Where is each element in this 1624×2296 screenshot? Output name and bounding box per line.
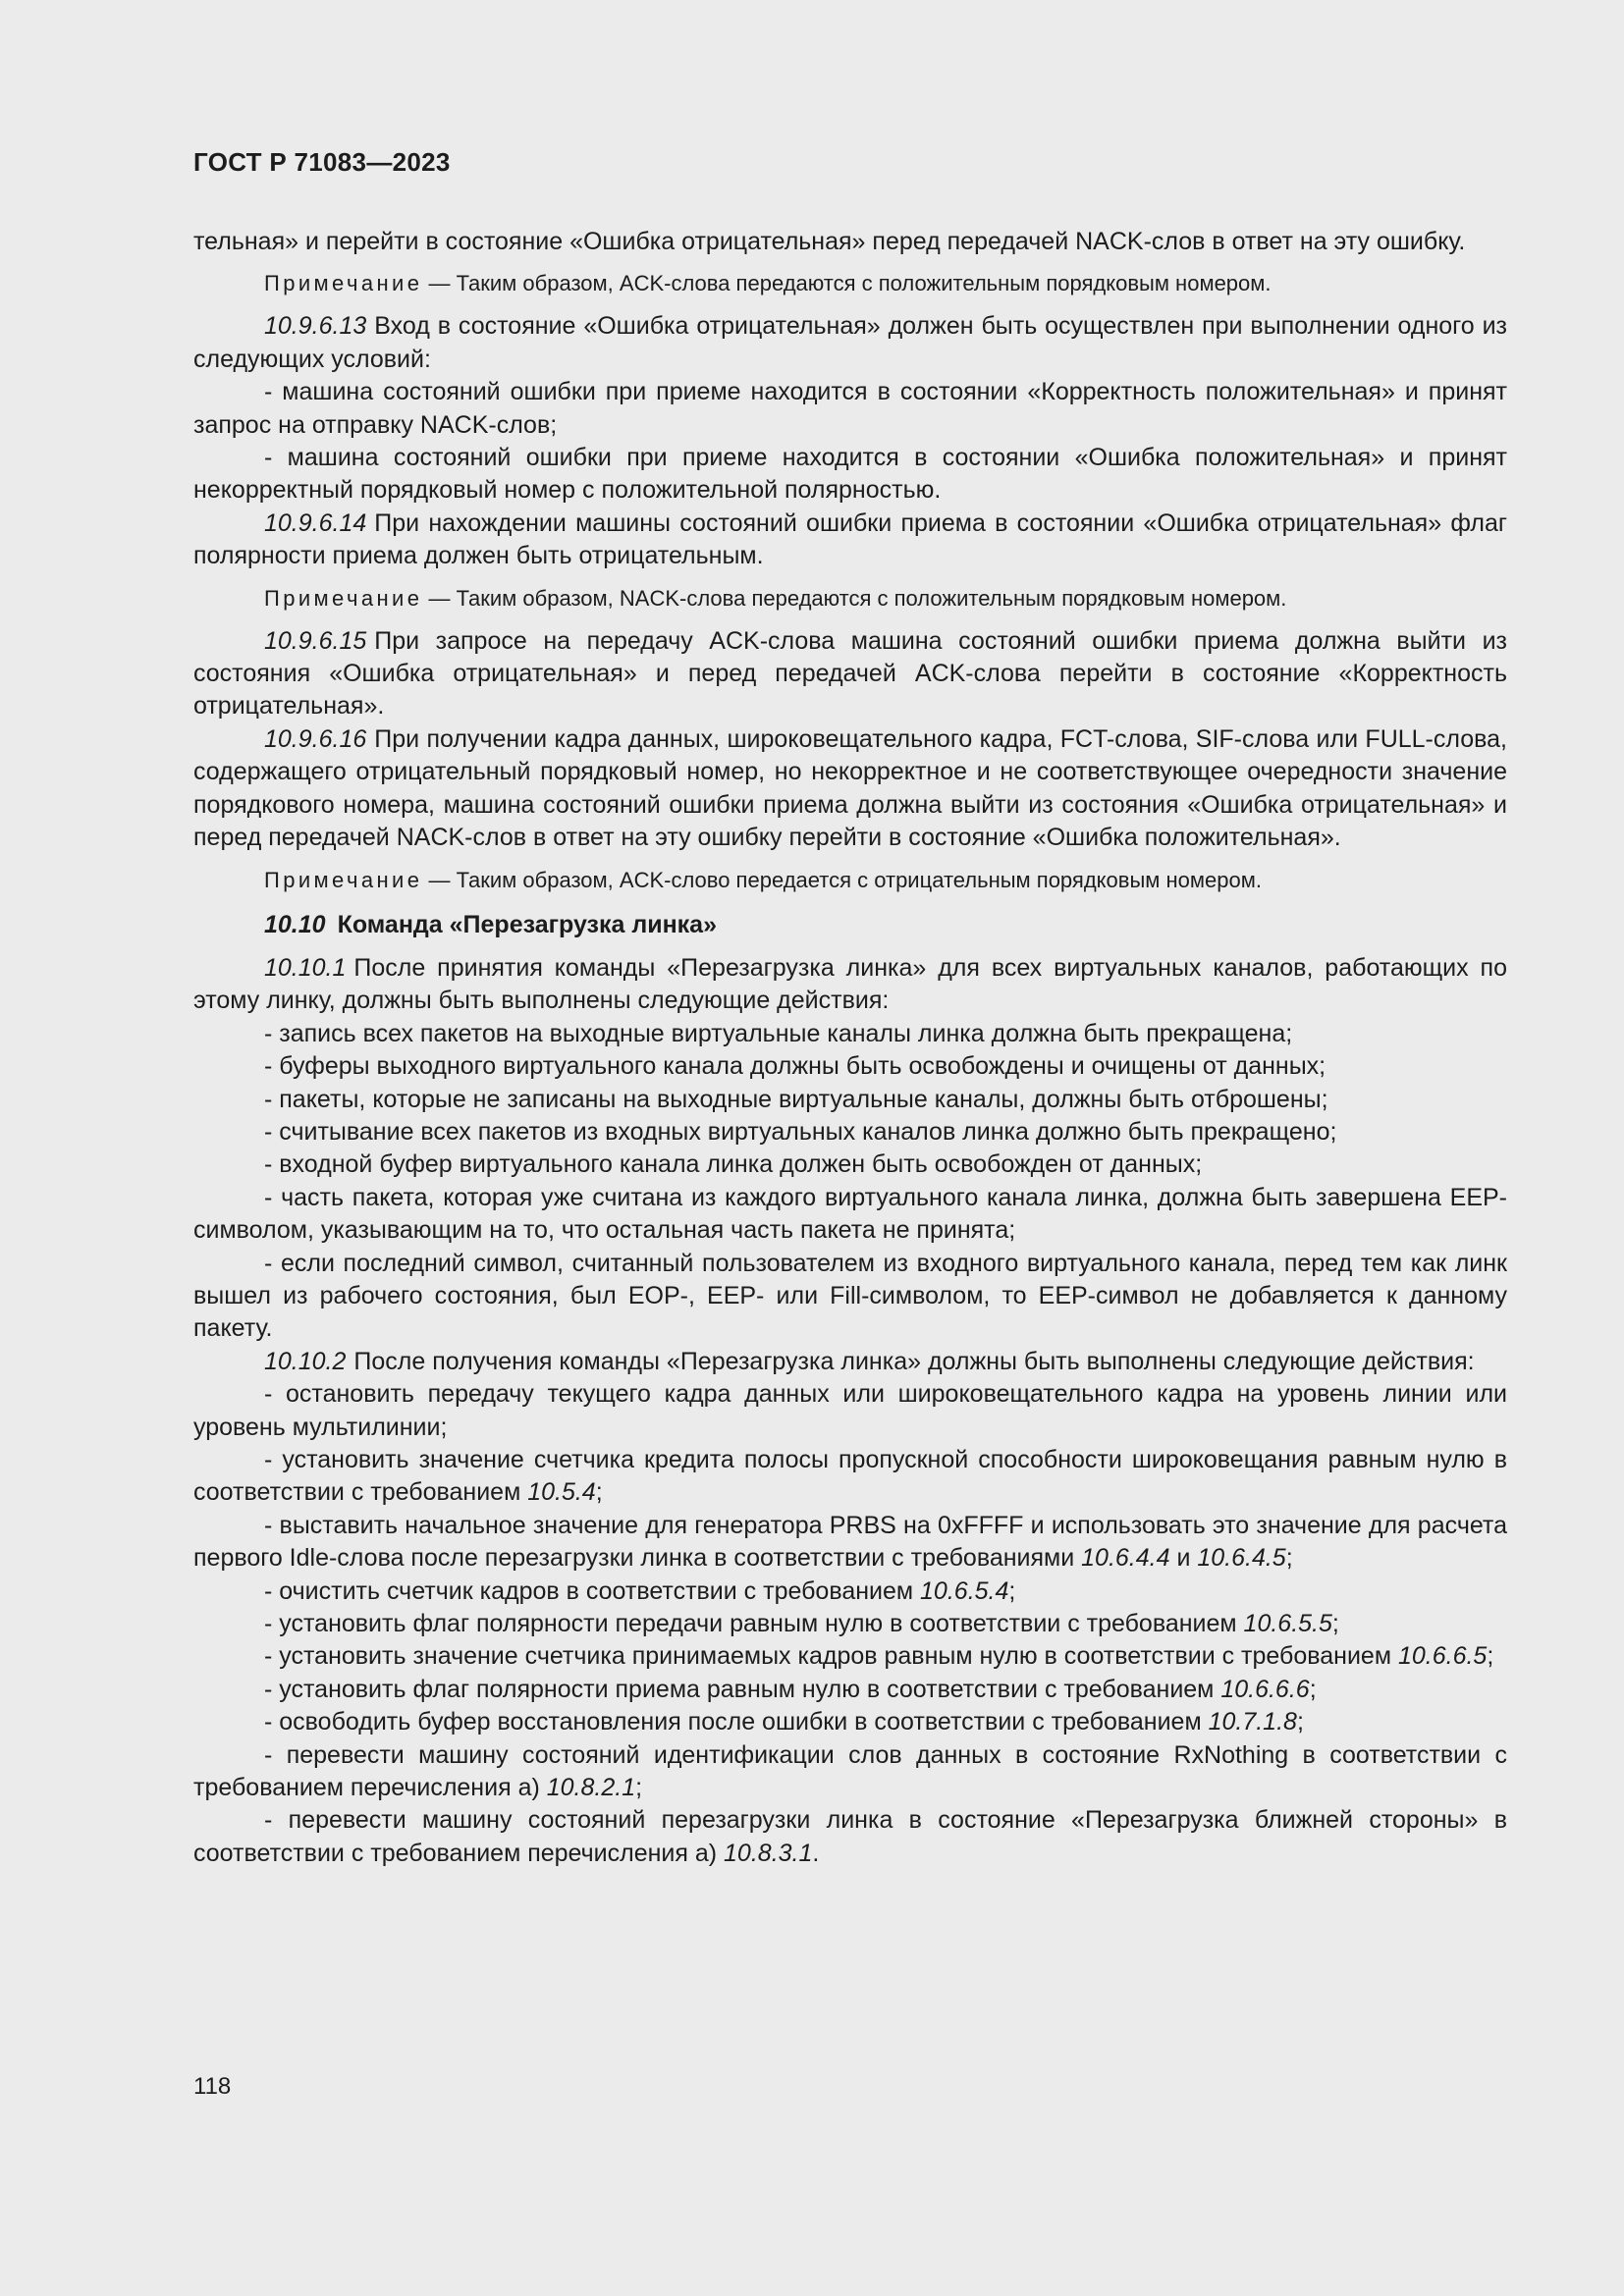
list-item: - остановить передачу текущего кадра данных или широковещательного кадра на уровень линии или уровень мультилинии; [193, 1380, 1507, 1441]
cross-reference: 10.6.6.5 [1397, 1642, 1488, 1671]
item-end: ; [1331, 1610, 1339, 1638]
list-item [193, 1608, 1507, 1640]
cross-reference: 10.6.6.6 [1220, 1675, 1310, 1703]
list-item: - машина состояний ошибки при приеме находится в состоянии «Корректность положительная» и принят запрос на отправку NACK-слов; [193, 378, 1507, 439]
list-item [193, 1739, 1507, 1805]
note-label: Примечание [264, 585, 423, 611]
clause-10-10-1 [193, 952, 1507, 1018]
clause-number: 10.10.2 [264, 1347, 347, 1375]
list-item [193, 1804, 1507, 1870]
item-end: ; [1296, 1708, 1304, 1736]
clause-10-9-6-15 [193, 625, 1507, 723]
section-number: 10.10 [264, 910, 326, 938]
note [193, 866, 1507, 895]
clause-text: Вход в состояние «Ошибка отрицательная» должен быть осуществлен при выполнении одного из следующих условий: [193, 312, 1507, 373]
list-item: - буферы выходного виртуального канала должны быть освобождены и очищены от данных; [264, 1052, 1326, 1081]
item-text: - установить флаг полярности передачи равным нулю в соответствии с требованием [264, 1610, 1244, 1638]
clause-10-9-6-14 [193, 507, 1507, 573]
list-item [193, 1444, 1507, 1510]
clause-text: После принятия команды «Перезагрузка линка» для всех виртуальных каналов, работающих по этому линку, должны быть выполнены следующие действия: [193, 953, 1507, 1015]
item-text: - установить флаг полярности приема равным нулю в соответствии с требованием [264, 1675, 1221, 1703]
clause-number: 10.10.1 [264, 953, 347, 982]
cross-reference: 10.6.5.4 [920, 1576, 1009, 1605]
item-end: . [812, 1839, 820, 1867]
note-label: Примечание [264, 867, 423, 892]
page-body [193, 226, 1507, 1870]
note-text: — Таким образом, NACK-слова передаются с положительным порядковым номером. [422, 585, 1287, 611]
item-text: - выставить начальное значение для генератора PRBS на 0xFFFF и использовать это значение для расчета первого Idle-слова после перезагрузки линка в соответствии с требованиями [193, 1511, 1507, 1573]
list-item: - входной буфер виртуального канала линка должен быть освобожден от данных; [264, 1150, 1203, 1179]
item-end: ; [595, 1478, 603, 1507]
item-end: ; [635, 1774, 643, 1802]
page-number: 118 [193, 2073, 232, 2100]
item-text: - установить значение счетчика кредита полосы пропускной способности широковещания равным нулю в соответствии с требованием [193, 1446, 1507, 1507]
section-heading [193, 909, 1507, 941]
clause-number: 10.9.6.14 [264, 508, 367, 537]
clause-10-10-2 [193, 1346, 1507, 1378]
item-end: ; [1008, 1576, 1016, 1605]
list-item: - запись всех пакетов на выходные виртуальные каналы линка должна быть прекращена; [264, 1019, 1293, 1047]
cross-reference: 10.5.4 [527, 1478, 596, 1507]
paragraph-continuation: тельная» и перейти в состояние «Ошибка отрицательная» перед передачей NACK-слов в ответ на эту ошибку. [193, 228, 1466, 255]
clause-text: При запросе на передачу ACK-слова машина состояний ошибки приема должна выйти из состояния «Ошибка отрицательная» и перед передачей ACK-слова перейти в состояние «Корректность отрицательная». [193, 626, 1507, 721]
list-item [193, 1575, 1507, 1608]
clause-text: После получения команды «Перезагрузка линка» должны быть выполнены следующие действия: [353, 1347, 1475, 1375]
note-text: — Таким образом, ACK-слова передаются с положительным порядковым номером. [422, 271, 1272, 296]
list-item [193, 1510, 1507, 1575]
item-end: ; [1309, 1675, 1317, 1703]
clause-text: При получении кадра данных, широковещательного кадра, FCT-слова, SIF-слова или FULL-слова, содержащего отрицательный порядковый номер, но некорректное и не соответствующее очередности значение порядкового номера, машина состояний ошибки приема должна выйти из состояния «Ошибка отрицательная» и перед передачей NACK-слов в ответ на эту ошибку перейти в состояние «Ошибка положительная». [193, 724, 1507, 852]
note [193, 584, 1507, 614]
clause-10-9-6-13 [193, 310, 1507, 376]
cross-reference: 10.8.2.1 [546, 1774, 636, 1802]
list-item [193, 1674, 1507, 1706]
list-item: - если последний символ, считанный пользователем из входного виртуального канала, перед тем как линк вышел из рабочего состояния, был EOP-, EEP- или Fill-символом, то EEP-символ не добавляется к данному пакету. [193, 1249, 1507, 1343]
list-item: - пакеты, которые не записаны на выходные виртуальные каналы, должны быть отброшены; [264, 1085, 1328, 1113]
item-end: ; [1487, 1642, 1494, 1671]
clause-number: 10.9.6.13 [264, 312, 367, 341]
list-item [193, 1640, 1507, 1673]
item-end: ; [1285, 1544, 1293, 1573]
item-conjunction: и [1169, 1544, 1198, 1573]
cross-reference: 10.6.4.4 [1081, 1544, 1170, 1573]
section-title: Команда «Перезагрузка линка» [337, 910, 717, 938]
cross-reference: 10.6.4.5 [1197, 1544, 1286, 1573]
item-text: - освободить буфер восстановления после ошибки в соответствии с требованием [264, 1708, 1209, 1736]
clause-number: 10.9.6.16 [264, 724, 367, 753]
note [193, 269, 1507, 298]
list-item: - машина состояний ошибки при приеме находится в состоянии «Ошибка положительная» и принят некорректный порядковый номер с положительной полярностью. [193, 444, 1507, 505]
list-item: - часть пакета, которая уже считана из каждого виртуального канала линка, должна быть завершена EEP-символом, указывающим на то, что остальная часть пакета не принята; [193, 1183, 1507, 1245]
item-text: - перевести машину состояний идентификации слов данных в состояние RxNothing в соответствии с требованием перечисления а) [193, 1740, 1507, 1802]
clause-number: 10.9.6.15 [264, 626, 367, 655]
item-text: - установить значение счетчика принимаемых кадров равным нулю в соответствии с требованием [264, 1642, 1398, 1671]
item-text: - перевести машину состояний перезагрузки линка в состояние «Перезагрузка ближней стороны» в соответствии с требованием перечисления а) [193, 1806, 1507, 1867]
clause-text: При нахождении машины состояний ошибки приема в состоянии «Ошибка отрицательная» флаг полярности приема должен быть отрицательным. [193, 508, 1507, 570]
note-label: Примечание [264, 271, 423, 296]
note-text: — Таким образом, ACK-слово передается с отрицательным порядковым номером. [422, 867, 1262, 892]
item-text: - очистить счетчик кадров в соответствии с требованием [264, 1576, 921, 1605]
list-item: - считывание всех пакетов из входных виртуальных каналов линка должно быть прекращено; [264, 1117, 1337, 1146]
page-header: ГОСТ Р 71083—2023 [193, 147, 451, 177]
cross-reference: 10.7.1.8 [1208, 1708, 1297, 1736]
clause-10-9-6-16 [193, 723, 1507, 855]
cross-reference: 10.6.5.5 [1243, 1610, 1332, 1638]
cross-reference: 10.8.3.1 [724, 1839, 813, 1867]
list-item [193, 1706, 1507, 1738]
